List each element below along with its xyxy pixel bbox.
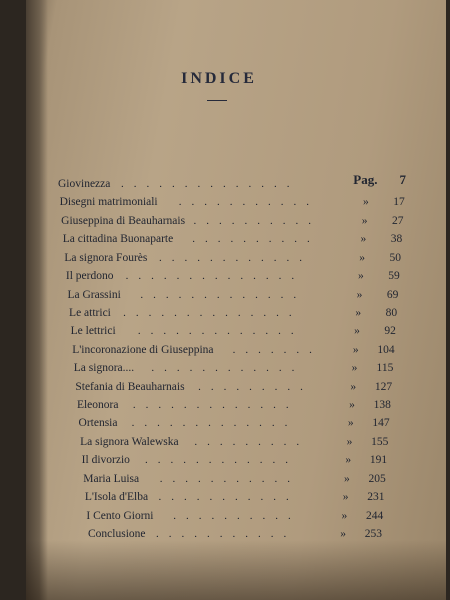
toc-page-number: 244 [366, 509, 384, 522]
toc-page-ref [354, 325, 396, 337]
toc-row [26, 270, 446, 286]
toc-row [26, 473, 446, 489]
toc-entry-title: Le lettrici [70, 325, 116, 338]
toc-page-ref [350, 381, 392, 393]
leader-dots: ............ [158, 251, 312, 264]
toc-entry-title: L'incoronazione di Giuseppina [72, 343, 214, 356]
toc-page-ref [349, 399, 391, 411]
leader-dots: .............. [123, 306, 302, 319]
ditto-mark: » [354, 325, 360, 338]
toc-page-ref [355, 307, 397, 319]
ditto-mark: » [344, 472, 350, 485]
leader-dots: ............. [140, 288, 307, 301]
toc-page-ref [362, 215, 404, 227]
ditto-mark: » [347, 417, 354, 430]
toc-page-ref [363, 196, 405, 208]
leader-dots: ......... [198, 380, 313, 393]
toc-page-ref [358, 270, 400, 282]
toc-entry-title: Ortensia [78, 417, 118, 430]
toc-entry-title: La cittadina Buonaparte [62, 233, 174, 246]
toc-entry-title: Maria Luisa [83, 472, 140, 485]
toc-entry-title: La Grassini [67, 288, 121, 301]
ditto-mark: » [363, 196, 369, 209]
toc-page-number: 69 [386, 288, 399, 301]
toc-row [26, 362, 446, 378]
toc-page-number: 17 [393, 196, 405, 209]
toc-page-ref [359, 252, 401, 264]
ditto-mark: » [345, 454, 352, 467]
toc-entry-title: La signora Fourès [64, 251, 148, 264]
toc-page-number: 115 [376, 362, 394, 375]
toc-row [26, 436, 446, 452]
leader-dots: ............ [151, 362, 305, 375]
ditto-mark: » [357, 270, 364, 283]
toc-page-ref [353, 344, 395, 356]
toc-row [26, 510, 446, 526]
leader-dots: .......... [192, 233, 320, 246]
toc-row [26, 491, 446, 507]
toc-entry-title: Eleonora [76, 399, 119, 412]
toc-entry-title: Il divorzio [81, 454, 130, 467]
leader-dots: .......... [193, 214, 321, 227]
toc-row [26, 289, 446, 305]
table-of-contents [26, 0, 446, 600]
ditto-mark: » [346, 435, 353, 448]
page-title: INDICE [181, 70, 257, 87]
ditto-mark: » [342, 491, 349, 504]
toc-row [26, 528, 446, 544]
toc-entry-title: La signora Walewska [80, 435, 179, 448]
book-page [26, 0, 446, 600]
toc-row [26, 215, 446, 231]
toc-entry-title: Stefania di Beauharnais [75, 380, 185, 393]
toc-page-number: 253 [364, 528, 382, 540]
ditto-mark: » [340, 528, 346, 540]
ditto-mark: » [361, 214, 368, 227]
toc-page-number: 155 [371, 435, 389, 448]
toc-row [26, 417, 446, 433]
leader-dots: ........... [178, 196, 319, 209]
ditto-mark: » [360, 233, 367, 246]
toc-page-ref [352, 362, 394, 374]
toc-row [26, 307, 446, 323]
toc-page-number: 38 [390, 233, 403, 246]
leader-dots: ............ [145, 454, 299, 467]
leader-dots: ......... [194, 435, 310, 448]
toc-entry-title: Giovinezza [58, 178, 111, 190]
toc-page-ref [348, 417, 390, 429]
toc-page-number: 205 [368, 472, 386, 485]
ditto-mark: » [341, 509, 348, 522]
toc-entry-title: L'Isola d'Elba [84, 491, 149, 504]
pag-label: Pag. [353, 172, 378, 187]
toc-page-ref [343, 491, 385, 503]
leader-dots: ....... [232, 343, 322, 356]
toc-page-ref [345, 454, 387, 466]
toc-page-number: 59 [388, 270, 400, 283]
toc-page-number: 92 [384, 325, 396, 338]
toc-page-number: 191 [369, 454, 388, 467]
toc-row [26, 172, 446, 194]
leader-dots: ........... [159, 472, 301, 485]
toc-page-number: 80 [385, 306, 398, 319]
toc-page-number: 147 [372, 417, 390, 430]
ditto-mark: » [359, 251, 365, 264]
ditto-mark: » [349, 399, 355, 412]
toc-page-ref [360, 233, 402, 245]
toc-entry-title: Conclusione [88, 528, 146, 540]
toc-row [26, 196, 446, 212]
leader-dots: ............. [132, 399, 299, 412]
leader-dots: .............. [125, 270, 305, 283]
toc-page-ref [340, 528, 382, 540]
toc-row [26, 454, 446, 470]
ditto-mark: » [355, 306, 362, 319]
toc-page-ref [342, 510, 384, 522]
toc-page-number: 127 [374, 380, 393, 393]
toc-entry-title: Le attrici [69, 306, 111, 319]
toc-row [26, 233, 446, 249]
toc-page-ref [347, 436, 389, 448]
ditto-mark: » [352, 343, 359, 356]
toc-page-number: 231 [367, 491, 385, 504]
leader-dots: .............. [121, 178, 300, 190]
leader-dots: ............. [131, 417, 298, 430]
toc-row [26, 399, 446, 415]
ditto-mark: » [351, 362, 358, 375]
toc-page-number: 7 [399, 172, 406, 187]
toc-entry-title: La signora.... [73, 362, 135, 375]
toc-page-number: 50 [389, 251, 401, 264]
toc-entry-title: Il perdono [65, 270, 114, 283]
toc-entry-title: Disegni matrimoniali [59, 196, 158, 209]
leader-dots: ............. [137, 325, 304, 338]
toc-row [26, 252, 446, 268]
toc-page-ref [353, 172, 406, 188]
toc-row [26, 381, 446, 397]
toc-page-ref [344, 473, 386, 485]
toc-page-ref [357, 289, 399, 301]
leader-dots: .......... [173, 509, 301, 522]
ditto-mark: » [350, 380, 357, 393]
ditto-mark: » [356, 288, 363, 301]
toc-row [26, 344, 446, 360]
leader-dots: ........... [158, 491, 299, 504]
leader-dots: ........... [156, 528, 297, 540]
toc-page-number: 138 [373, 399, 391, 412]
toc-entry-title: Giuseppina di Beauharnais [61, 214, 186, 227]
toc-page-number: 27 [391, 214, 404, 227]
toc-page-number: 104 [377, 343, 395, 356]
toc-row [26, 325, 446, 341]
toc-entry-title: I Cento Giorni [86, 509, 154, 522]
